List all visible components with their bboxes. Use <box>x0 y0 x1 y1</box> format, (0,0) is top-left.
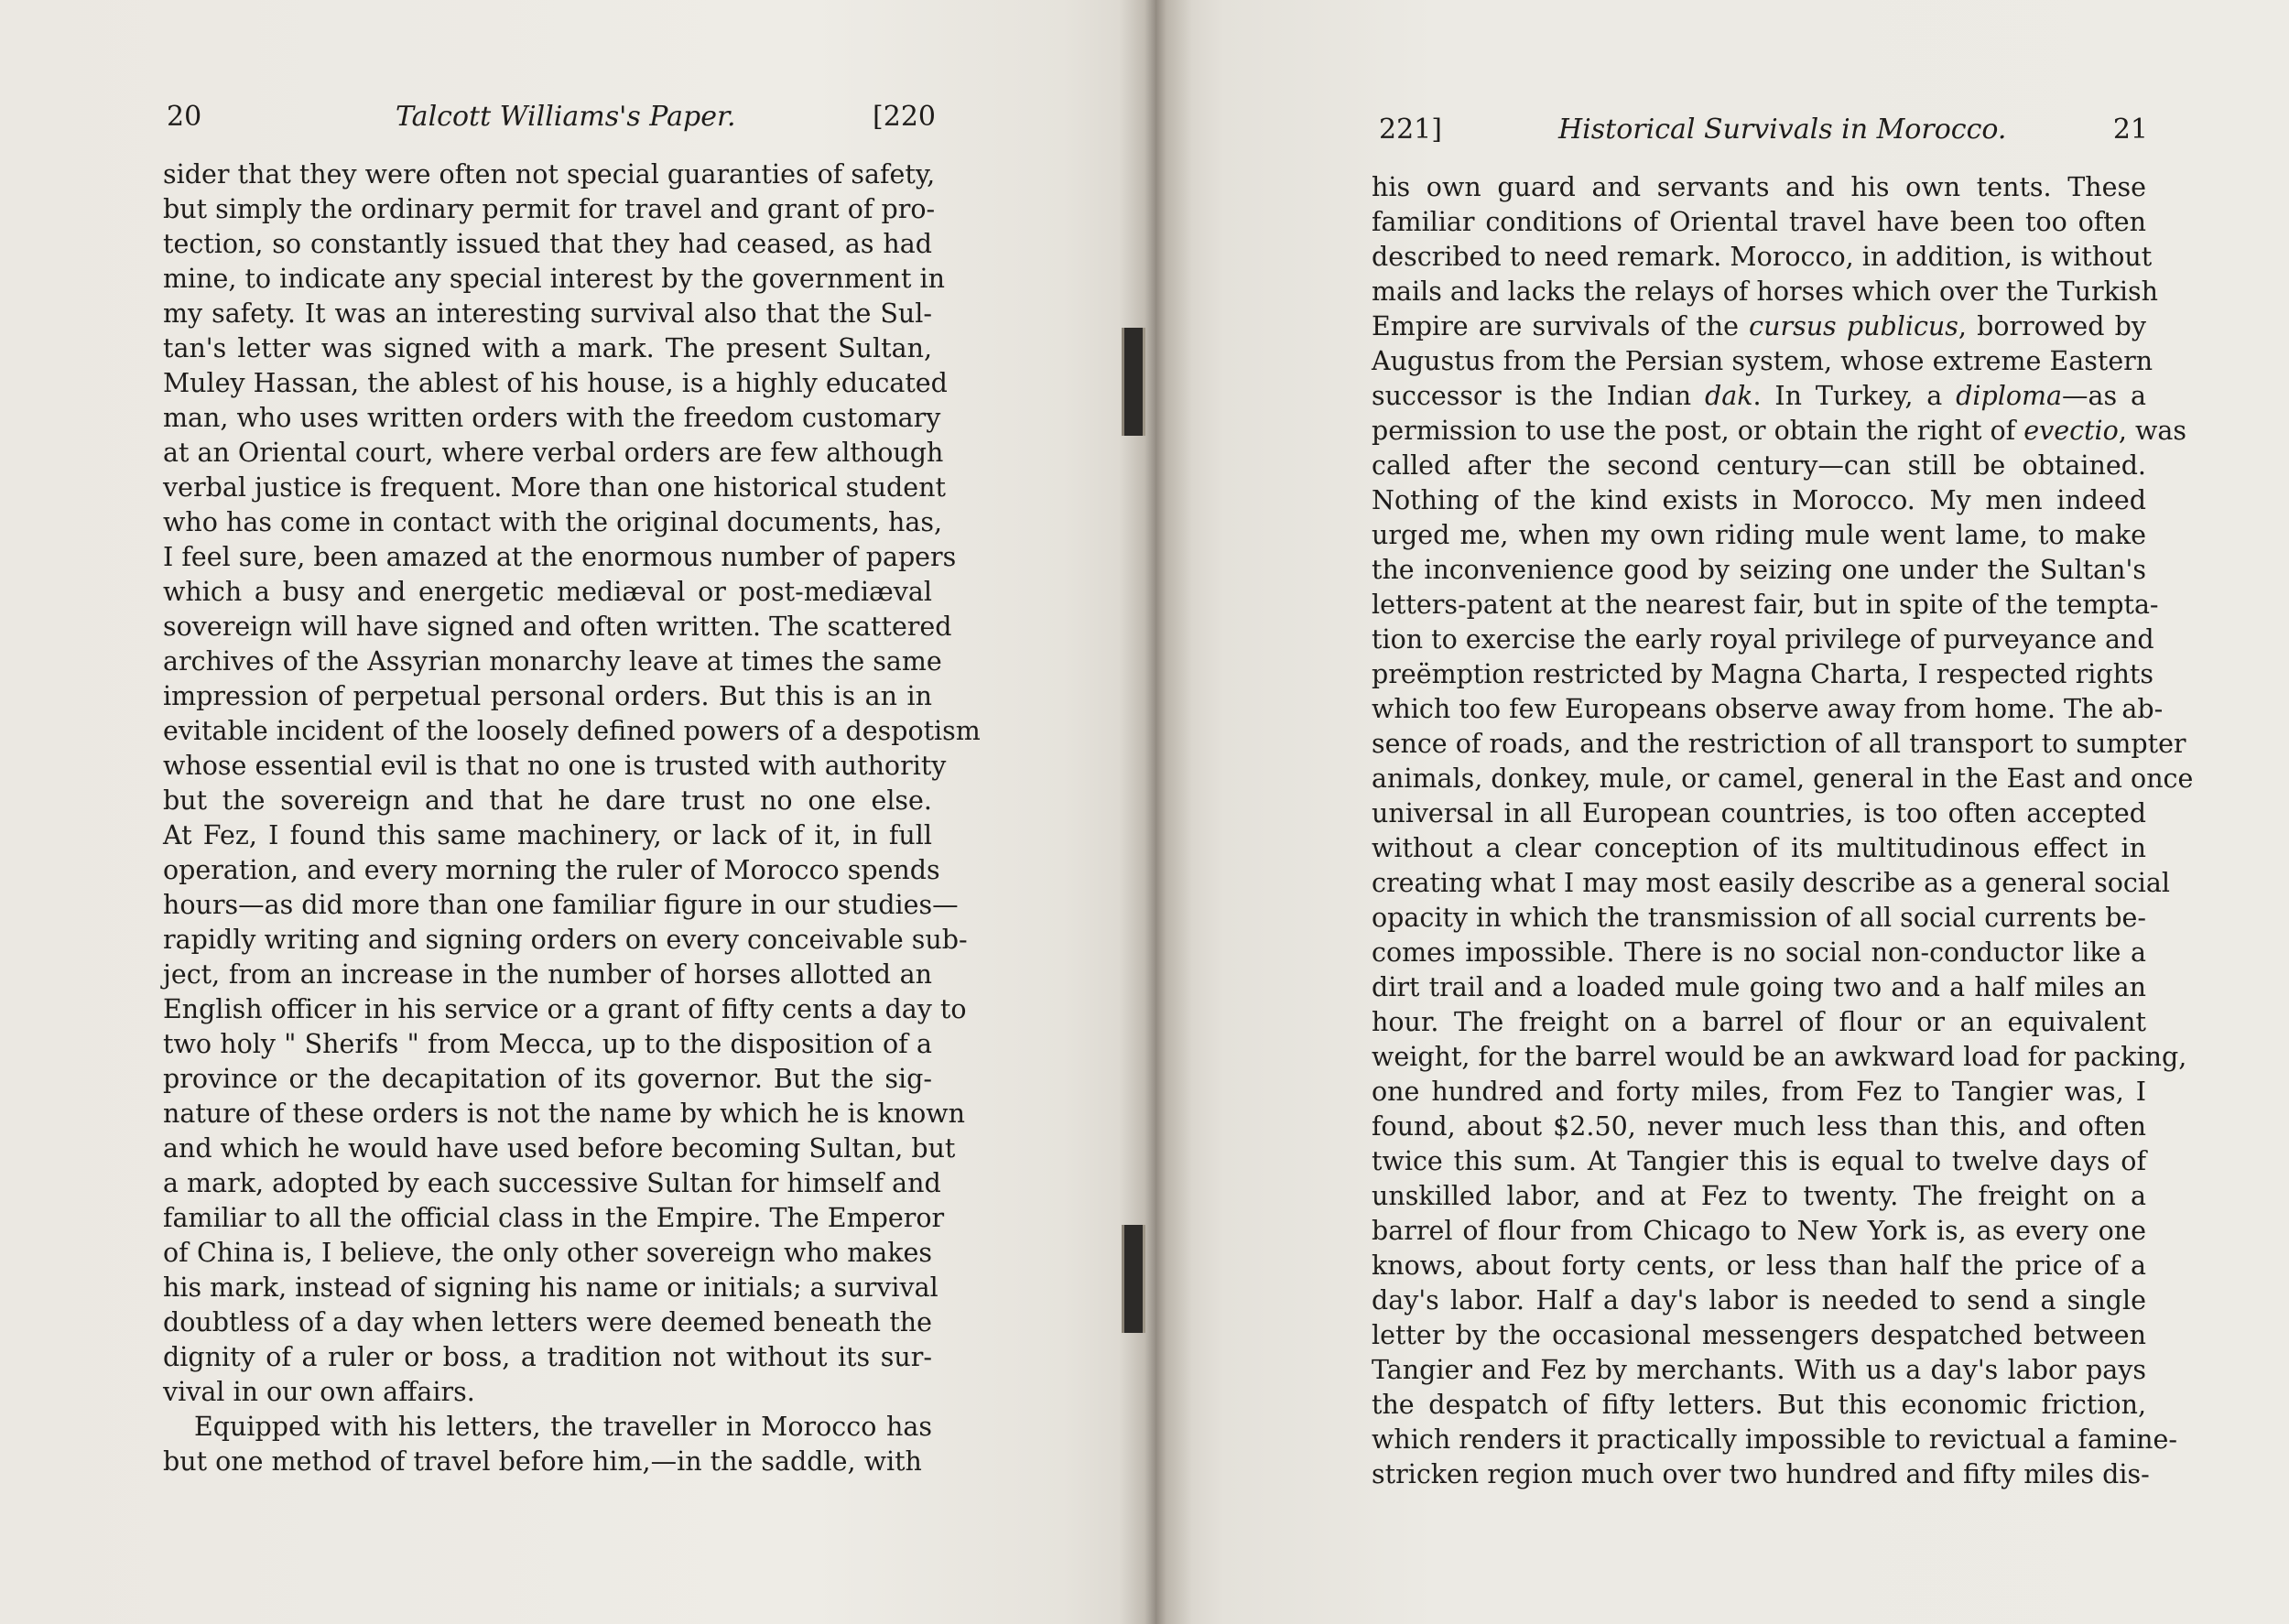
text-line: familiar to all the official class in the Empire. The Emperor <box>163 1203 945 1233</box>
text-line: At Fez, I found this same machinery, or lack of it, in full <box>163 820 932 850</box>
text-line: familiar conditions of Oriental travel have been too often <box>1372 207 2146 237</box>
text-line: archives of the Assyrian monarchy leave at times the same <box>163 646 942 677</box>
text-line: animals, donkey, mule, or camel, general in the East and once <box>1372 763 2194 794</box>
text-line: at an Oriental court, where verbal orders are few although <box>163 438 944 468</box>
right-running-head <box>1379 112 2148 148</box>
text-line: tion to exercise the early royal privilege of purveyance and <box>1372 624 2154 655</box>
text-line: ject, from an increase in the number of horses allotted an <box>163 959 932 990</box>
text-line: sider that they were often not special guaranties of safety, <box>163 159 936 189</box>
text-line: his own guard and servants and his own tents. These <box>1372 172 2146 202</box>
text-line: but one method of travel before him,—in the saddle, with <box>163 1446 922 1477</box>
text-line: universal in all European countries, is too often accepted <box>1372 798 2146 828</box>
left-body-text <box>163 157 981 1479</box>
text-line: sence of roads, and the restriction of all transport to sumpter <box>1372 729 2186 759</box>
text-line: his mark, instead of signing his name or initials; a survival <box>163 1272 938 1303</box>
text-line: mine, to indicate any special interest by the government in <box>163 264 945 294</box>
text-line: Empire are survivals of the cursus publicus, borrowed by <box>1372 311 2146 341</box>
text-line: Tangier and Fez by merchants. With us a day's labor pays <box>1372 1355 2146 1385</box>
text-line: but the sovereign and that he dare trust no one else. <box>163 785 932 816</box>
text-line: letter by the occasional messengers despatched between <box>1372 1320 2146 1350</box>
text-line: preëmption restricted by Magna Charta, I respected rights <box>1372 659 2154 689</box>
text-line: nature of these orders is not the name by which he is known <box>163 1099 966 1129</box>
text-line: man, who uses written orders with the freedom customary <box>163 403 941 433</box>
text-line: province or the decapitation of its governor. But the sig- <box>163 1064 932 1094</box>
text-line: Augustus from the Persian system, whose extreme Eastern <box>1372 346 2153 376</box>
text-line: mails and lacks the relays of horses which over the Turkish <box>1372 276 2158 307</box>
text-line: whose essential evil is that no one is trusted with authority <box>163 751 947 781</box>
text-line: doubtless of a day when letters were deemed beneath the <box>163 1307 932 1337</box>
left-page-number: 20 <box>167 101 202 133</box>
text-line: the inconvenience good by seizing one under the Sultan's <box>1372 555 2146 585</box>
text-line: hour. The freight on a barrel of flour or an equivalent <box>1372 1007 2146 1037</box>
text-line: two holy " Sherifs " from Mecca, up to the disposition of a <box>163 1029 932 1059</box>
book-gutter <box>1119 0 1192 1624</box>
text-line: the despatch of fifty letters. But this economic friction, <box>1372 1390 2146 1420</box>
binding-stitch <box>1122 328 1145 436</box>
left-running-title: Talcott Williams's Paper. <box>396 101 736 133</box>
text-line: comes impossible. There is no social non-conductor like a <box>1372 937 2146 968</box>
text-line: dignity of a ruler or boss, a tradition not without its sur- <box>163 1342 932 1372</box>
text-line: creating what I may most easily describe as a general social <box>1372 868 2171 898</box>
text-line: called after the second century—can still be obtained. <box>1372 450 2146 481</box>
text-line: weight, for the barrel would be an awkward load for packing, <box>1372 1042 2187 1072</box>
text-line: verbal justice is frequent. More than one historical student <box>163 472 946 503</box>
left-bracket-number: [220 <box>873 101 936 133</box>
text-line: without a clear conception of its multitudinous effect in <box>1372 833 2146 863</box>
text-line: day's labor. Half a day's labor is needed to send a single <box>1372 1285 2146 1315</box>
text-line: twice this sum. At Tangier this is equal to twelve days of <box>1372 1146 2146 1176</box>
right-running-title: Historical Survivals in Morocco. <box>1558 114 2007 146</box>
right-body-text <box>1372 170 2194 1492</box>
text-line: stricken region much over two hundred and fifty miles dis- <box>1372 1459 2150 1489</box>
text-line: but simply the ordinary permit for travel and grant of pro- <box>163 194 936 224</box>
text-line: barrel of flour from Chicago to New York is, as every one <box>1372 1216 2146 1246</box>
text-line: and which he would have used before becoming Sultan, but <box>163 1133 956 1164</box>
text-line: a mark, adopted by each successive Sultan for himself and <box>163 1168 941 1198</box>
text-line: urged me, when my own riding mule went lame, to make <box>1372 520 2146 550</box>
text-line: Muley Hassan, the ablest of his house, is a highly educated <box>163 368 948 398</box>
text-line: of China is, I believe, the only other sovereign who makes <box>163 1238 932 1268</box>
text-line: my safety. It was an interesting survival also that the Sul- <box>163 298 932 329</box>
text-line: I feel sure, been amazed at the enormous number of papers <box>163 542 957 572</box>
text-line: impression of perpetual personal orders. But this is an in <box>163 681 932 711</box>
text-line: which renders it practically impossible to revictual a famine- <box>1372 1424 2177 1455</box>
text-line: sovereign will have signed and often written. The scattered <box>163 612 952 642</box>
text-line: permission to use the post, or obtain the right of evectio, was <box>1372 416 2186 446</box>
binding-stitch <box>1122 1225 1145 1333</box>
text-line: one hundred and forty miles, from Fez to Tangier was, I <box>1372 1077 2146 1107</box>
text-line: Nothing of the kind exists in Morocco. My men indeed <box>1372 485 2146 515</box>
text-line: described to need remark. Morocco, in addition, is without <box>1372 242 2153 272</box>
right-page <box>1155 0 2289 1624</box>
text-line: successor is the Indian dak. In Turkey, a diploma—as a <box>1372 381 2146 411</box>
text-line: rapidly writing and signing orders on every conceivable sub- <box>163 925 968 955</box>
text-line: which too few Europeans observe away from home. The ab- <box>1372 694 2164 724</box>
text-line: dirt trail and a loaded mule going two and a half miles an <box>1372 972 2146 1002</box>
text-line: hours—as did more than one familiar figure in our studies— <box>163 890 959 920</box>
text-line: found, about $2.50, never much less than this, and often <box>1372 1111 2146 1142</box>
text-line: knows, about forty cents, or less than half the price of a <box>1372 1250 2146 1281</box>
right-bracket-number: 221] <box>1379 114 1442 146</box>
text-line: evitable incident of the loosely defined powers of a despotism <box>163 716 981 746</box>
text-line: who has come in contact with the original documents, has, <box>163 507 943 537</box>
text-line: operation, and every morning the ruler of Morocco spends <box>163 855 940 885</box>
left-running-head <box>167 99 936 135</box>
text-line: opacity in which the transmission of all social currents be- <box>1372 903 2146 933</box>
text-line: English officer in his service or a grant of fifty cents a day to <box>163 994 967 1024</box>
text-line: unskilled labor, and at Fez to twenty. The freight on a <box>1372 1181 2146 1211</box>
text-line: tection, so constantly issued that they had ceased, as had <box>163 229 932 259</box>
text-line: letters-patent at the nearest fair, but in spite of the tempta- <box>1372 590 2159 620</box>
text-line: vival in our own affairs. <box>163 1377 475 1407</box>
text-line: tan's letter was signed with a mark. The present Sultan, <box>163 333 932 363</box>
right-page-number: 21 <box>2112 114 2148 146</box>
text-line: which a busy and energetic mediæval or post-mediæval <box>163 577 932 607</box>
text-line: Equipped with his letters, the traveller in Morocco has <box>194 1412 932 1442</box>
